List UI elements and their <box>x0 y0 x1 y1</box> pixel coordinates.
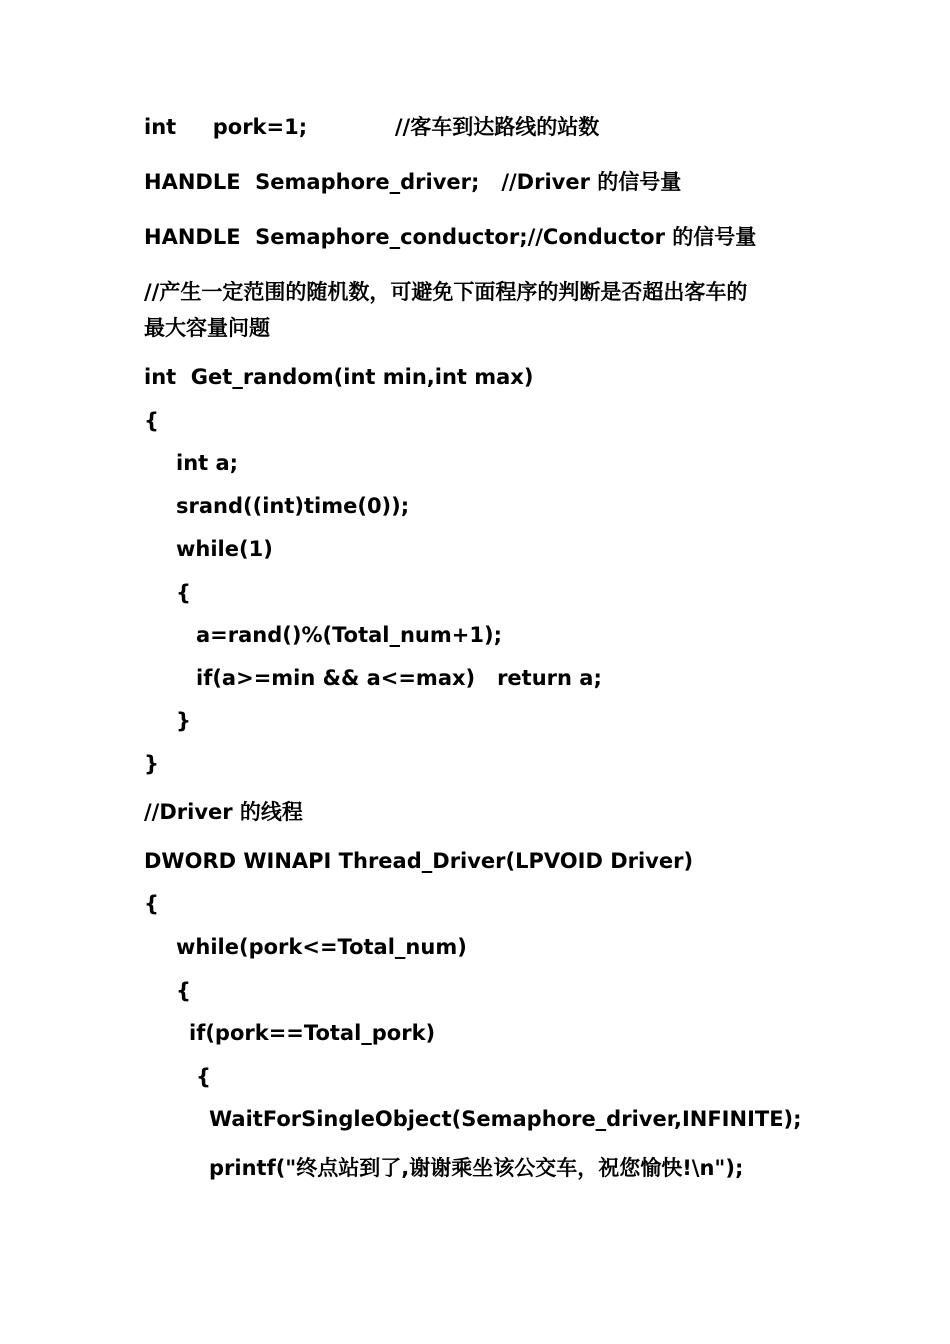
code-line-brace-open: { <box>176 581 191 605</box>
code-line-thread-driver-signature: DWORD WINAPI Thread_Driver(LPVOID Driver) <box>144 849 694 873</box>
code-line-brace-close: } <box>144 752 159 776</box>
code-line-wait-for-single-object: WaitForSingleObject(Semaphore_driver,INFINITE); <box>209 1107 802 1131</box>
code-line-while-pork: while(pork<=Total_num) <box>176 935 467 959</box>
code-line-int-a: int a; <box>176 451 239 475</box>
code-line-brace-open: { <box>196 1065 211 1089</box>
code-line-while-1: while(1) <box>176 537 273 561</box>
code-line-brace-open: { <box>176 979 191 1003</box>
code-line-srand: srand((int)time(0)); <box>176 494 410 518</box>
code-line-printf: printf("终点站到了,谢谢乘坐该公交车，祝您愉快!\n"); <box>209 1156 744 1180</box>
code-line-semaphore-conductor: HANDLE Semaphore_conductor;//Conductor 的信号量 <box>144 225 757 249</box>
code-line-if-pork: if(pork==Total_pork) <box>189 1021 436 1045</box>
code-line-get-random-signature: int Get_random(int min,int max) <box>144 365 534 389</box>
code-line-if-return: if(a>=min && a<=max) return a; <box>196 666 602 690</box>
code-line-brace-close: } <box>176 709 191 733</box>
comment-line-driver-thread: //Driver 的线程 <box>144 800 303 824</box>
comment-line-random-2: 最大容量问题 <box>144 316 270 340</box>
comment-line-random-1: //产生一定范围的随机数，可避免下面程序的判断是否超出客车的 <box>144 280 748 304</box>
code-line-semaphore-driver: HANDLE Semaphore_driver; //Driver 的信号量 <box>144 170 682 194</box>
code-line-brace-open: { <box>144 409 159 433</box>
code-line-pork: int pork=1; //客车到达路线的站数 <box>144 115 600 139</box>
code-line-rand: a=rand()%(Total_num+1); <box>196 623 502 647</box>
code-line-brace-open: { <box>144 892 159 916</box>
